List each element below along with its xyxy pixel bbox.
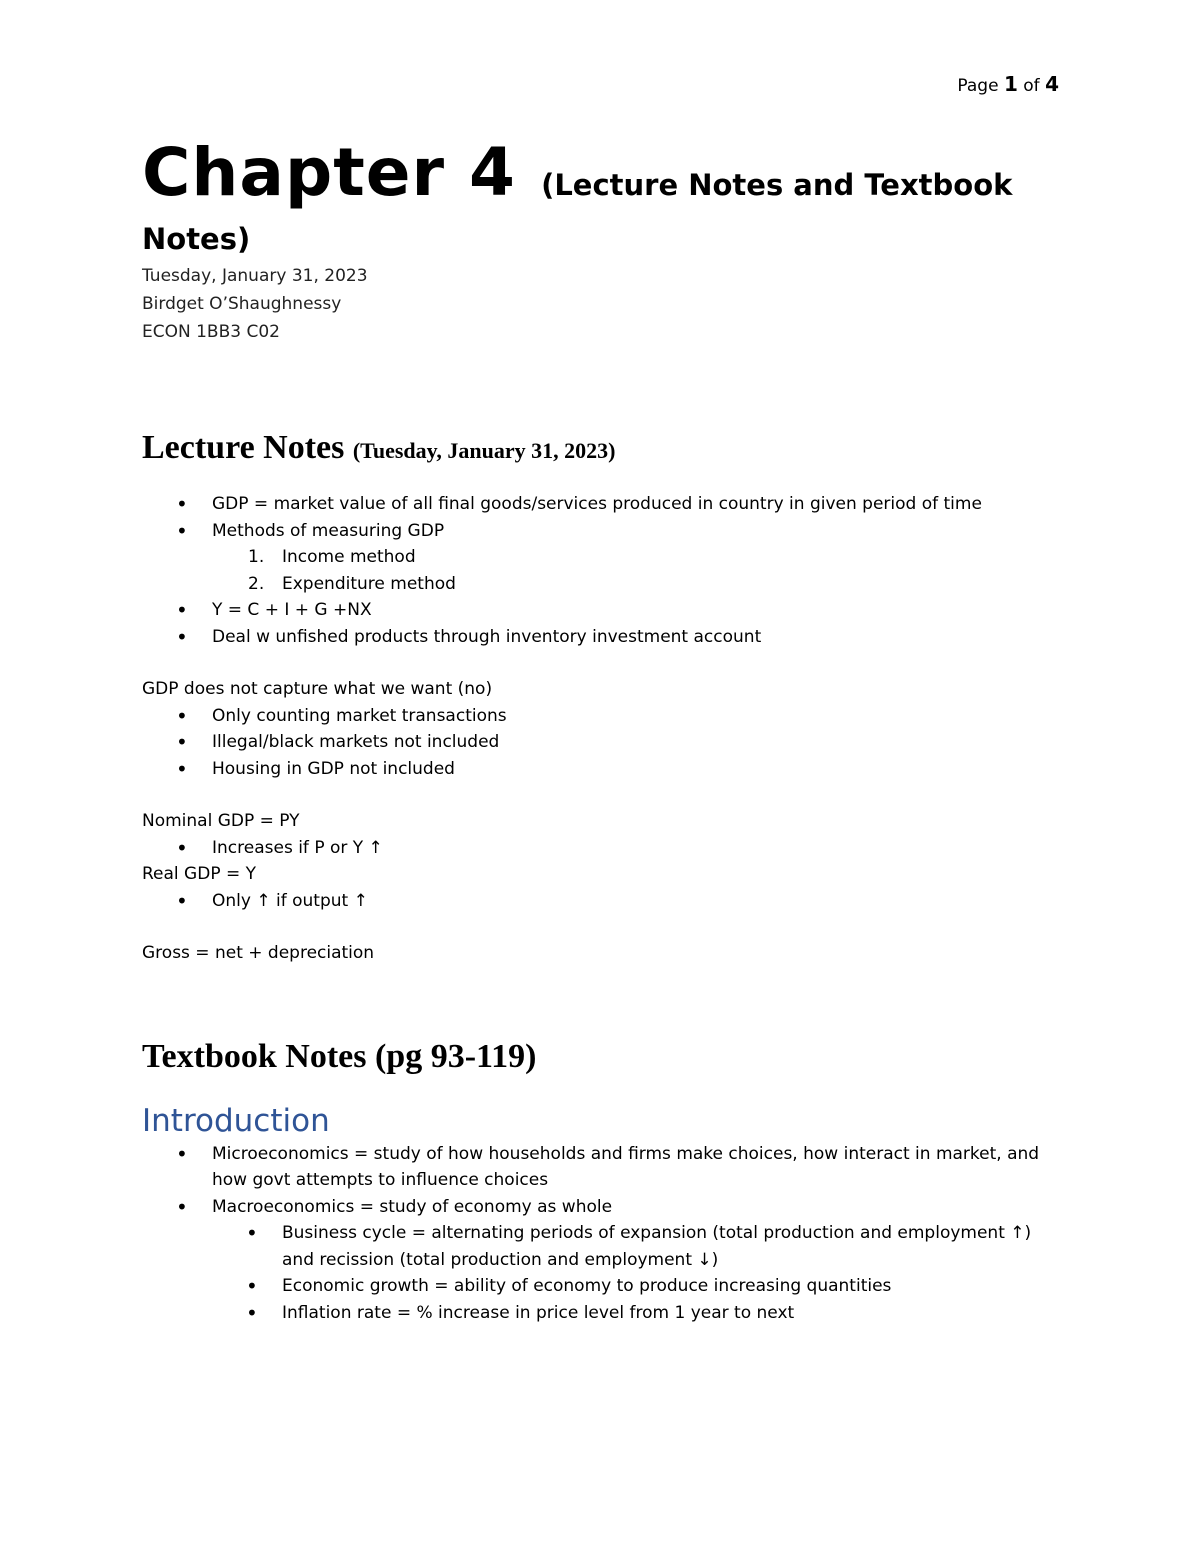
- list-item: • Illegal/black markets not included: [176, 730, 500, 754]
- real-gdp-text: Real GDP = Y: [142, 864, 257, 884]
- list-item: • Y = C + I + G +NX: [176, 598, 372, 622]
- list-item: • Only counting market transactions: [176, 703, 507, 728]
- nominal-gdp-text: Nominal GDP = PY: [142, 811, 300, 831]
- page-label: Page: [957, 76, 999, 96]
- lecture-heading: [142, 428, 1062, 471]
- list-item: • Economic growth = ability of economy to produce increasing quantities: [246, 1274, 892, 1298]
- lecture-heading-text: Lecture Notes: [142, 429, 345, 466]
- list-item: • Methods of measuring GDP: [176, 518, 445, 543]
- numbered-item: 1. Income method: [248, 547, 416, 567]
- gdp-not-capture-text: GDP does not capture what we want (no): [142, 679, 493, 699]
- not-capture-list: [142, 703, 1062, 783]
- total-pages: 4: [1045, 72, 1059, 96]
- list-item: • GDP = market value of all final goods/services produced in country in given period of time: [176, 492, 982, 516]
- title-sub: (Lecture Notes and Textbook: [541, 168, 1013, 202]
- title-main: Chapter 4: [142, 134, 516, 211]
- list-item: • Business cycle = alternating periods of expansion (total production and employment ↑) and recission (total production and employment ↓): [246, 1221, 1032, 1270]
- introduction-heading: Introduction: [142, 1102, 330, 1139]
- numbered-item: 2. Expenditure method: [248, 573, 456, 594]
- list-item: • Increases if P or Y ↑: [176, 835, 383, 860]
- list-item: • Microeconomics = study of how households and firms make choices, how interact in market, and how govt attempts to influence choices: [176, 1141, 1040, 1190]
- page-of: of: [1023, 76, 1040, 96]
- document-body: [142, 134, 1062, 1326]
- current-page: 1: [1003, 72, 1018, 96]
- list-item: • Macroeconomics = study of economy as whole: [176, 1194, 613, 1219]
- lecture-heading-date: (Tuesday, January 31, 2023): [352, 438, 616, 463]
- real-list: [142, 888, 1062, 915]
- document-title: [142, 134, 1062, 218]
- textbook-list: [142, 1141, 1062, 1327]
- title-sub-continued: Notes): [142, 222, 251, 256]
- textbook-heading: Textbook Notes (pg 93-119): [142, 1037, 537, 1075]
- meta-course: ECON 1BB3 C02: [142, 322, 280, 342]
- meta-author: Birdget O’Shaughnessy: [142, 294, 342, 314]
- page-number: [957, 72, 1059, 96]
- list-item: • Housing in GDP not included: [176, 756, 455, 781]
- nominal-list: [142, 835, 1062, 862]
- list-item: • Only ↑ if output ↑: [176, 888, 368, 913]
- lecture-list: [142, 491, 1062, 650]
- meta-date: Tuesday, January 31, 2023: [142, 266, 368, 286]
- list-item: • Inflation rate = % increase in price level from 1 year to next: [246, 1300, 795, 1325]
- list-item: • Deal w unfished products through inventory investment account: [176, 624, 762, 649]
- gross-text: Gross = net + depreciation: [142, 943, 375, 963]
